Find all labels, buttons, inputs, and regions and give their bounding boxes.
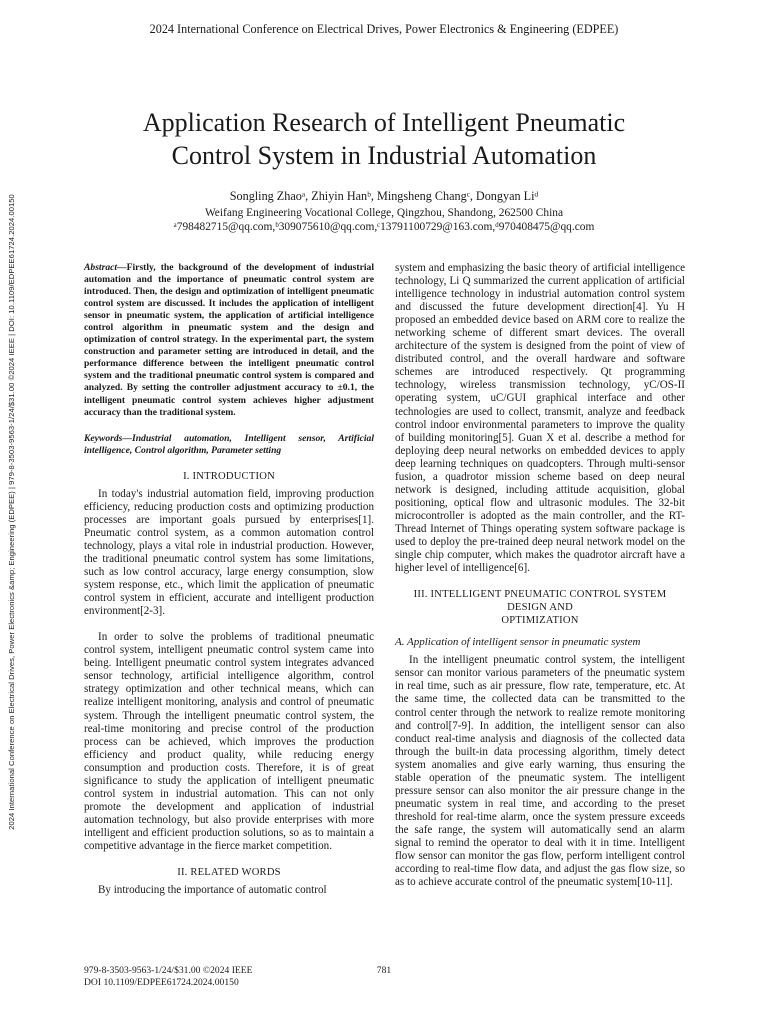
section-heading-related-words: II. RELATED WORDS	[177, 867, 281, 879]
title-line-1: Application Research of Intelligent Pneumatic	[142, 108, 626, 137]
intro-paragraph-1: In today's industrial automation field, improving production efficiency, reducing production costs and optimizing production processes are important goals pursued by enterprises[1]. Pneumatic control system, as a common automation control technology, plays a vital role in industrial production. However, the traditional pneumatic control system has some limitations, such as low control accuracy, large energy consumption, slow system response, etc., which limit the application of pneumatic control system in efficient, accurate and intelligent production environment[2-3].	[84, 487, 374, 618]
keywords: Keywords—Industrial automation, Intelligent sensor, Artificial intelligence, Control algorithm, Parameter setting	[84, 432, 374, 456]
author-emails: ᵃ798482715@qq.com,ᵇ309075610@qq.com,ᶜ13791100729@163.com,ᵈ970408475@qq.com	[173, 221, 595, 233]
left-column	[84, 262, 374, 897]
title-line-2: Control System in Industrial Automation	[171, 141, 597, 170]
subsection-heading-a: A. Application of intelligent sensor in pneumatic system	[395, 636, 641, 649]
page-number: 781	[376, 965, 392, 976]
side-identifier-text: 2024 International Conference on Electrical Drives, Power Electronics &amp; Engineering (EDPEE) | 979-8-3503-9563-1/24/$31.00 ©2024 IEEE | DOI: 10.1109/EDPEE61724.2024.00150	[7, 194, 16, 830]
design-heading-line-1: III. INTELLIGENT PNEUMATIC CONTROL SYSTEM DESIGN AND	[413, 589, 667, 614]
design-heading-line-2: OPTIMIZATION	[501, 615, 579, 627]
affiliation: Weifang Engineering Vocational College, Qingzhou, Shandong, 262500 China	[204, 207, 564, 219]
abstract-text: Firstly, the background of the development of industrial automation and the importance of pneumatic control system are introduced. Then, the design and optimization of intelligent pneumatic control system are discussed. It includes the application of intelligent sensor in pneumatic system, the application of artificial intelligence control algorithm in pneumatic system and the design and optimization of control strategy. In the experimental part, the system construction and parameter setting are introduced in detail, and the performance difference between the intelligent pneumatic control system and the traditional pneumatic control system is compared and analyzed. By setting the controller adjustment accuracy to ±0.1, the intelligent pneumatic control system achieves higher adjustment accuracy than the traditional system.	[84, 262, 374, 418]
abstract-label: Abstract—	[84, 262, 127, 273]
subsection-a-paragraph: In the intelligent pneumatic control system, the intelligent sensor can monitor various parameters of the pneumatic system in real time, such as air pressure, flow rate, temperature, etc. At the same time, the collected data can be transmitted to the control center through the network to realize remote monitoring and control[7-9]. In addition, the intelligent sensor can also conduct real-time analysis and diagnosis of the collected data through the built-in data processing algorithm, timely detect system anomalies and give early warning, thus ensuring the stable operation of the pneumatic system. The intelligent pressure sensor can also monitor the air pressure change in the pneumatic system in real time, and according to the preset threshold for real-time alarm, once the system pressure exceeds the safe range, the system will automatically send an alarm signal to remind the operator to deal with it in time. Intelligent flow sensor can monitor the gas flow, perform intelligent control according to real-time flow data, and adjust the gas flow size, so as to achieve accurate control of the pneumatic system[10-11].	[395, 654, 685, 889]
related-paragraph-continued: system and emphasizing the basic theory of artificial intelligence technology, Li Q summarized the current application of artificial intelligence technology in industrial automation control system and discussed the future development direction[4]. Yu H proposed an embedded device based on ARM core to realize the networking scheme of different smart devices. The overall architecture of the system is designed from the point of view of distributed control, and the overall hardware and software schemes are introduced respectively. Qt programming technology, wireless transmission technology, yC/OS-II operating system, uC/GUI graphical interface and other technologies are used to collect, transmit, analyze and feedback control indoor environmental parameters to improve the quality of building monitoring[5]. Guan X et al. describe a method for deploying deep neural networks on embedded devices to apply deep learning techniques on quadcopters. Through multi-sensor fusion, a quadrotor mission scheme based on deep neural network is designed, including attitude acquisition, global positioning, optical flow and ultrasonic modules. The 32-bit microcontroller is adopted as the main controller, and the RT-Thread Internet of Things operating system software package is used to deploy the pre-trained deep neural network model on the single chip computer, which makes the quadrotor aircraft have a higher level of intelligence[6].	[395, 262, 685, 575]
footer-doi: DOI 10.1109/EDPEE61724.2024.00150	[84, 976, 239, 988]
related-paragraph-start: By introducing the importance of automatic control	[98, 884, 327, 897]
section-heading-design	[395, 588, 685, 627]
right-column	[395, 262, 685, 889]
paper-title	[60, 106, 708, 172]
author-list: Songling Zhaoᵃ, Zhiyin Hanᵇ, Mingsheng Changᶜ, Dongyan Liᵈ	[229, 189, 539, 203]
footer-isbn: 979-8-3503-9563-1/24/$31.00 ©2024 IEEE	[84, 965, 253, 976]
abstract	[84, 262, 374, 419]
intro-paragraph-2: In order to solve the problems of traditional pneumatic control system, intelligent pneumatic control system came into being. Intelligent pneumatic control system integrates advanced sensor technology, artificial intelligence algorithm, control strategy optimization and other technical means, which can realize intelligent monitoring, analysis and control of pneumatic system. Through the intelligent pneumatic control system, the real-time monitoring and precise control of the production process can be achieved, which improves the production efficiency and product quality, while reducing energy consumption and production costs. Therefore, it is of great significance to study the application of intelligent pneumatic control system in industrial automation. This can not only promote the development and application of industrial automation technology, but also provide enterprises with more intelligent and efficient production solutions, so as to maintain a competitive advantage in the fierce market competition.	[84, 631, 374, 852]
conference-header: 2024 International Conference on Electrical Drives, Power Electronics & Engineering (EDPEE)	[149, 22, 619, 36]
section-heading-introduction: I. INTRODUCTION	[183, 470, 275, 482]
